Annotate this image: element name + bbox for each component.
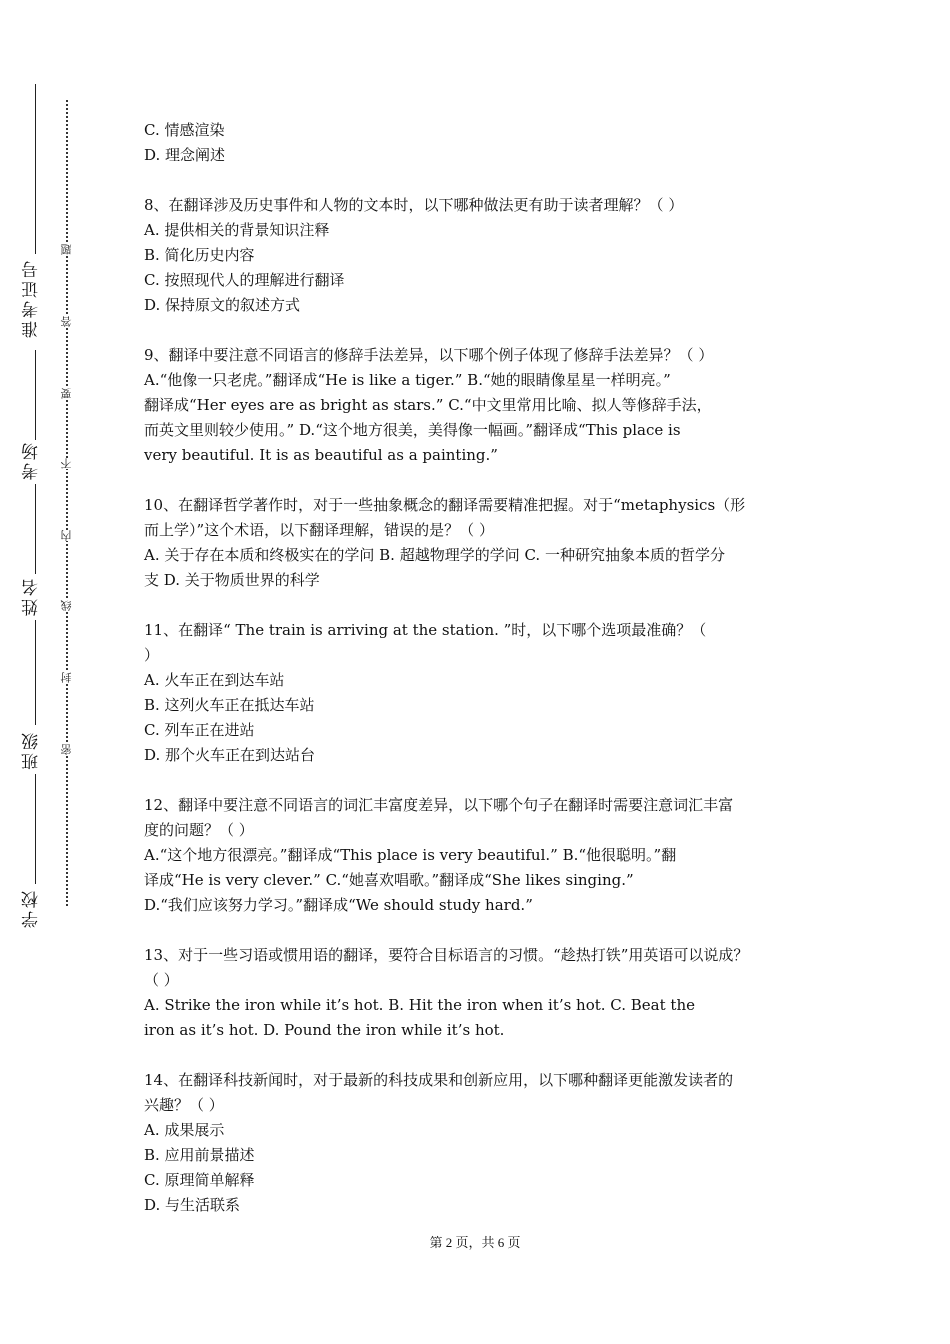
seal-char: 要 — [60, 388, 73, 399]
margin-rule-top — [35, 84, 36, 254]
field-line-exam-room — [35, 350, 36, 440]
seal-dotted-line — [66, 100, 68, 906]
options-text: 而英文里则较少使用。” D.“这个地方很美，美得像一幅画。”翻译成“This place is — [144, 421, 681, 439]
option: B. 应用前景描述 — [144, 1146, 255, 1164]
question-stem: 8、在翻译涉及历史事件和人物的文本时，以下哪种做法更有助于读者理解？（ ） — [144, 196, 684, 214]
option: C. 按照现代人的理解进行翻译 — [144, 271, 345, 289]
option: A. 火车正在到达车站 — [144, 671, 285, 689]
question-8 — [144, 193, 814, 318]
question-10 — [144, 493, 814, 593]
question-stem: 而上学）”这个术语，以下翻译理解，错误的是？（ ） — [144, 521, 494, 539]
question-9 — [144, 343, 814, 468]
question-12 — [144, 793, 814, 918]
question-13 — [144, 943, 814, 1043]
seal-char: 线 — [60, 600, 73, 611]
option: A. 成果展示 — [144, 1121, 225, 1139]
question-stem: 14、在翻译科技新闻时，对于最新的科技成果和创新应用，以下哪种翻译更能激发读者的 — [144, 1071, 734, 1089]
question-stem: 兴趣？（ ） — [144, 1096, 224, 1114]
options-text: A.“他像一只老虎。”翻译成“He is like a tiger.” B.“她的眼睛像星星一样明亮。” — [144, 371, 671, 389]
question-stem: 10、在翻译哲学著作时，对于一些抽象概念的翻译需要精准把握。对于“metaphysics（形 — [144, 496, 746, 514]
option: D. 理念阐述 — [144, 146, 226, 164]
field-school-label: 学校 — [21, 888, 42, 928]
options-text: A.“这个地方很漂亮。”翻译成“This place is very beautiful.” B.“他很聪明。”翻 — [144, 846, 677, 864]
question-content — [144, 118, 814, 1243]
option: B. 这列火车正在抵达车站 — [144, 696, 315, 714]
option: C. 列车正在进站 — [144, 721, 255, 739]
options-text: A. 关于存在本质和终极实在的学问 B. 超越物理学的学问 C. 一种研究抽象本质的哲学分 — [144, 546, 725, 564]
question-stem: （ ） — [144, 971, 179, 989]
options-text: A. Strike the iron while it’s hot. B. Hit the iron when it’s hot. C. Beat the — [144, 996, 695, 1014]
options-text: iron as it’s hot. D. Pound the iron while it’s hot. — [144, 1021, 505, 1039]
option: D. 与生活联系 — [144, 1196, 241, 1214]
option: C. 原理简单解释 — [144, 1171, 255, 1189]
field-exam-number-label: 准考证号 — [21, 258, 42, 338]
field-line-name — [35, 484, 36, 574]
field-line-school — [35, 774, 36, 884]
option: C. 情感渲染 — [144, 121, 225, 139]
field-school — [18, 888, 46, 928]
seal-char: 不 — [60, 458, 73, 469]
field-class — [18, 730, 46, 770]
question-stem: 度的问题？（ ） — [144, 821, 254, 839]
option: A. 提供相关的背景知识注释 — [144, 221, 330, 239]
field-exam-room-label: 考场 — [21, 440, 42, 480]
options-text: 译成“He is very clever.” C.“她喜欢唱歌。”翻译成“She likes singing.” — [144, 871, 634, 889]
option: D. 那个火车正在到达站台 — [144, 746, 316, 764]
question-stem: 9、翻译中要注意不同语言的修辞手法差异，以下哪个例子体现了修辞手法差异？（ ） — [144, 346, 714, 364]
question-11 — [144, 618, 814, 768]
field-class-label: 班级 — [21, 730, 42, 770]
question-stem: 13、对于一些习语或惯用语的翻译，要符合目标语言的习惯。“趁热打铁”用英语可以说成？ — [144, 946, 749, 964]
options-text: very beautiful. It is as beautiful as a painting.” — [144, 446, 498, 464]
question-14 — [144, 1068, 814, 1218]
question-stem: ） — [144, 646, 160, 664]
seal-char: 题 — [60, 244, 73, 255]
options-text: D.“我们应该努力学习。”翻译成“We should study hard.” — [144, 896, 533, 914]
seal-char: 内 — [60, 530, 73, 541]
field-name-label: 姓名 — [21, 576, 42, 616]
seal-char: 密 — [60, 744, 73, 755]
field-exam-number — [18, 258, 46, 338]
field-name — [18, 576, 46, 616]
question-7-tail — [144, 118, 814, 168]
question-stem: 12、翻译中要注意不同语言的词汇丰富度差异，以下哪个句子在翻译时需要注意词汇丰富 — [144, 796, 734, 814]
seal-char: 答 — [60, 316, 73, 327]
field-exam-room — [18, 440, 46, 480]
field-line-class — [35, 620, 36, 725]
question-stem: 11、在翻译“ The train is arriving at the station. ”时，以下哪个选项最准确？（ — [144, 621, 707, 639]
page-number: 第 2 页，共 6 页 — [429, 1235, 521, 1250]
option: B. 简化历史内容 — [144, 246, 255, 264]
option: D. 保持原文的叙述方式 — [144, 296, 301, 314]
options-text: 支 D. 关于物质世界的科学 — [144, 571, 320, 589]
seal-char: 封 — [60, 672, 73, 683]
options-text: 翻译成“Her eyes are as bright as stars.” C.“中文里常用比喻、拟人等修辞手法， — [144, 396, 712, 414]
